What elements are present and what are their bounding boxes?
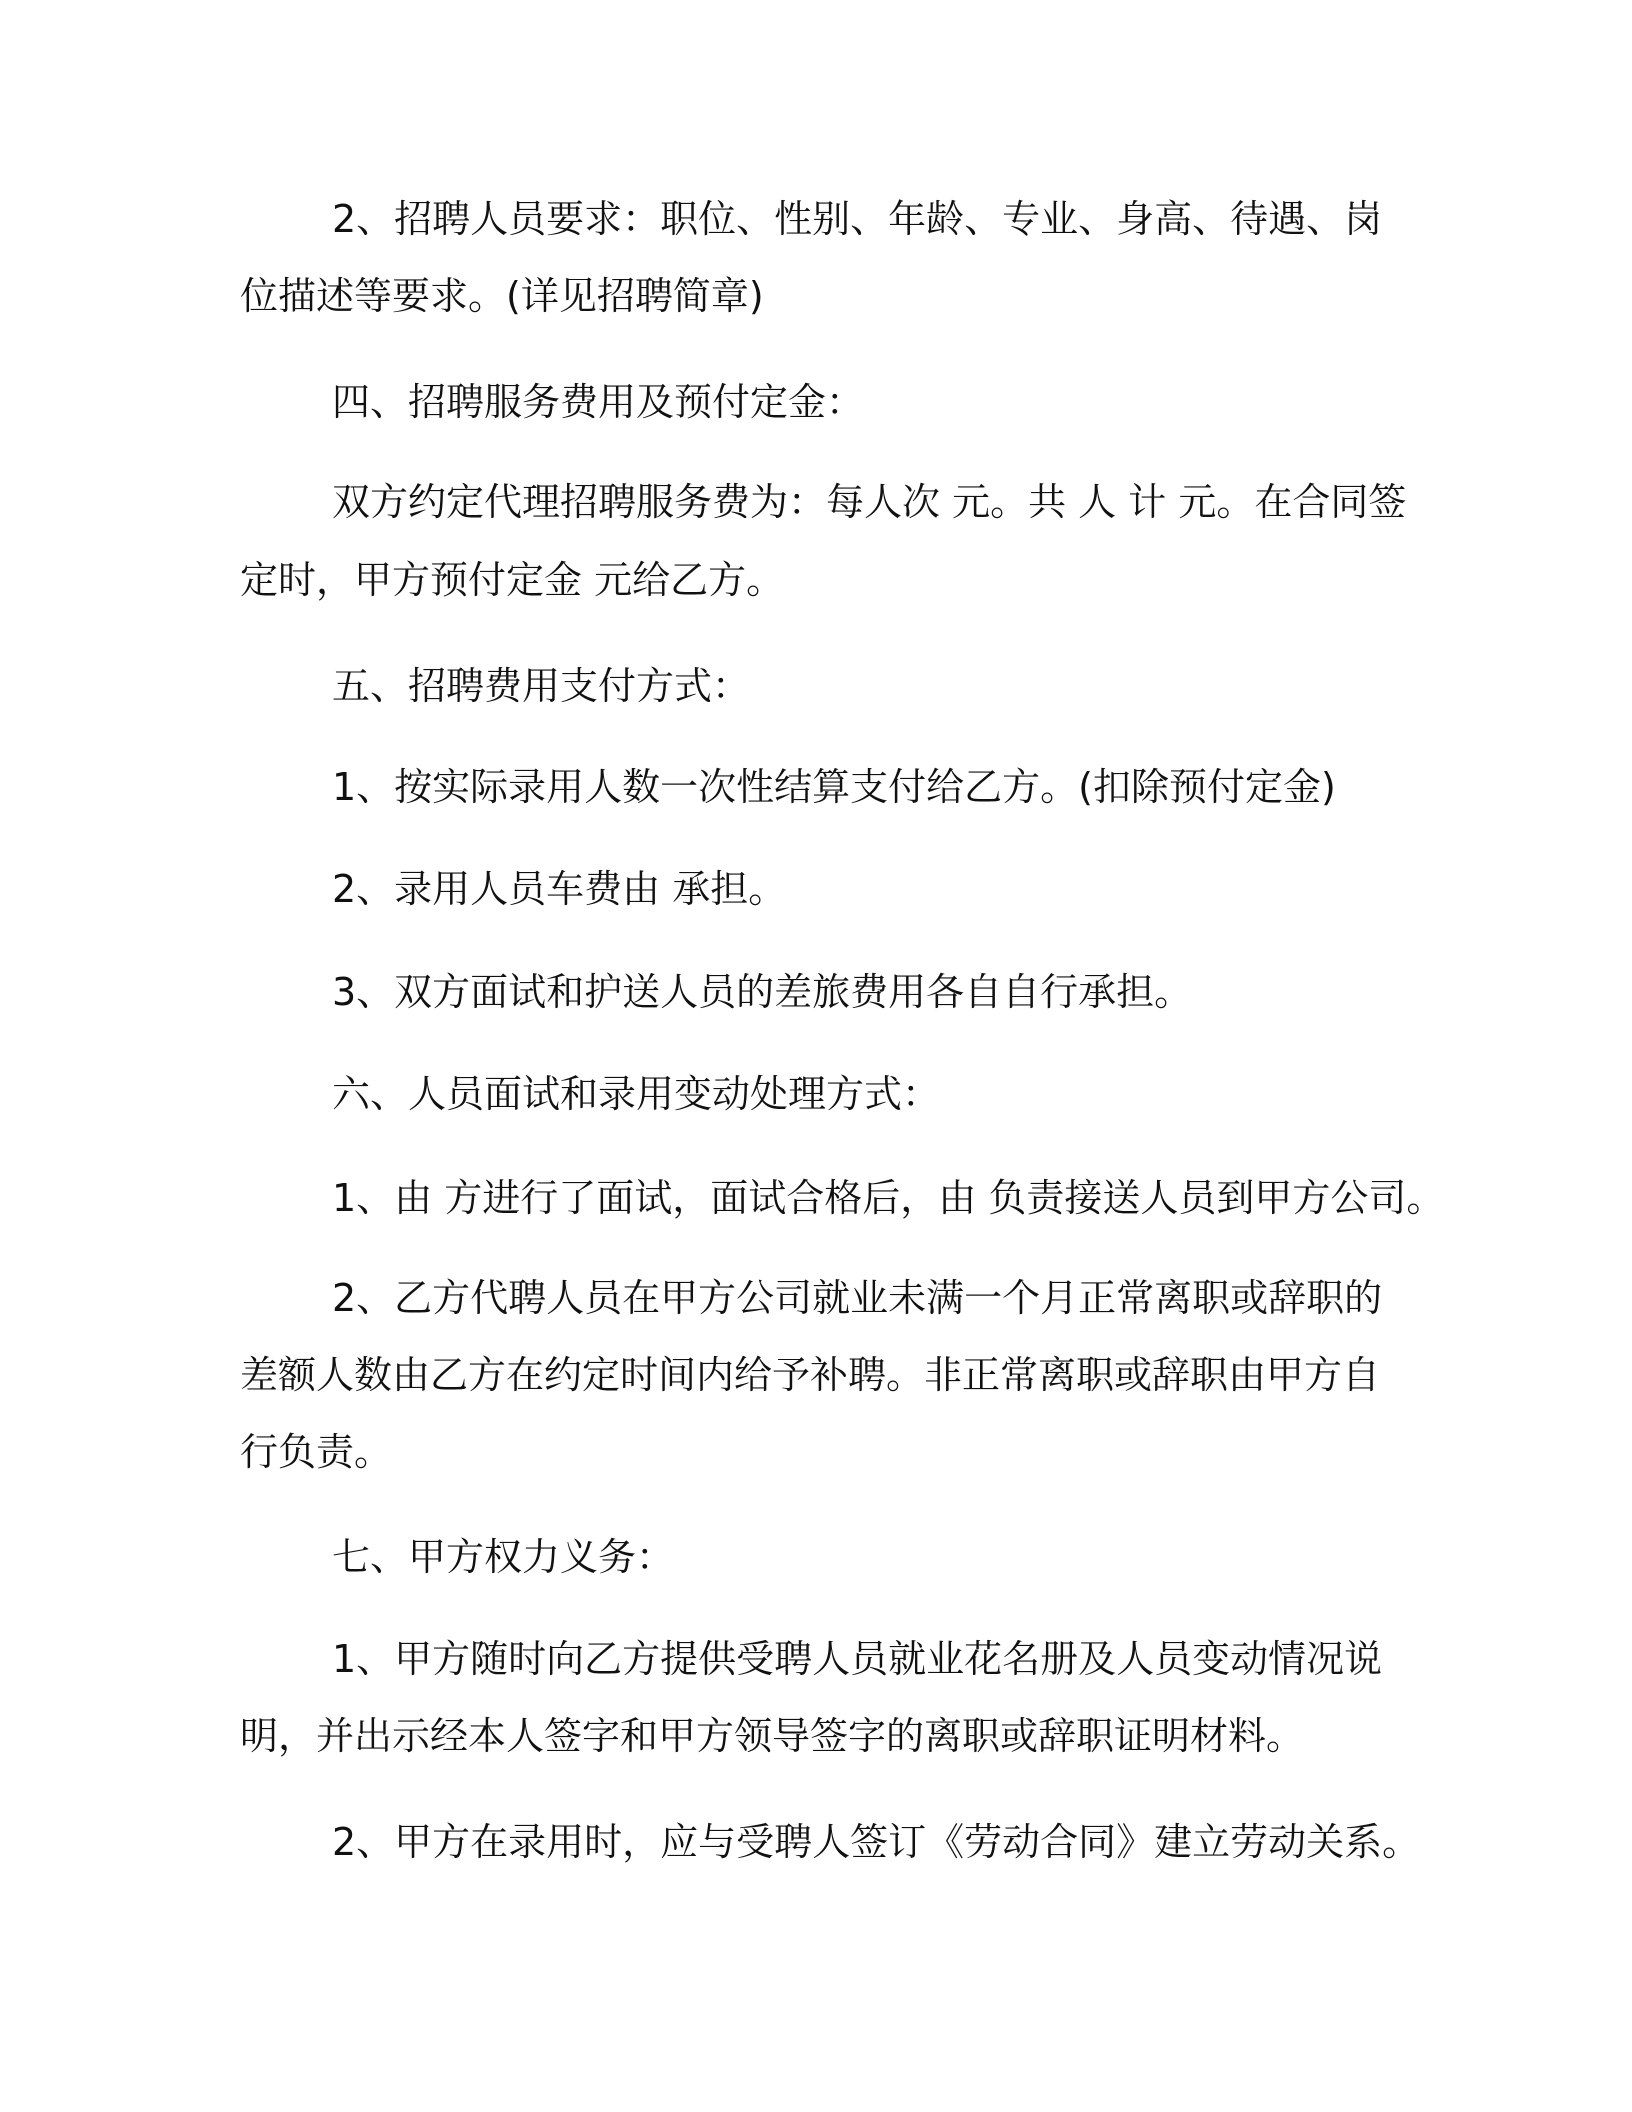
clause-5-3: 3、双方面试和护送人员的差旅费用各自自行承担。 bbox=[332, 970, 1193, 1014]
clause-7-1-line-1: 1、甲方随时向乙方提供受聘人员就业花名册及人员变动情况说 bbox=[332, 1637, 1383, 1681]
clause-6-2-line-1: 2、乙方代聘人员在甲方公司就业未满一个月正常离职或辞职的 bbox=[332, 1276, 1383, 1320]
section-4-heading: 四、招聘服务费用及预付定金： bbox=[332, 380, 865, 424]
clause-7-2: 2、甲方在录用时，应与受聘人签订《劳动合同》建立劳动关系。 bbox=[332, 1820, 1421, 1864]
clause-5-1: 1、按实际录用人数一次性结算支付给乙方。(扣除预付定金) bbox=[332, 765, 1336, 809]
section-5-heading: 五、招聘费用支付方式： bbox=[332, 664, 751, 708]
clause-6-2-line-2: 差额人数由乙方在约定时间内给予补聘。非正常离职或辞职由甲方自 bbox=[240, 1353, 1381, 1397]
clause-6-2-line-3: 行负责。 bbox=[240, 1430, 393, 1474]
clause-4-2-line-2: 位描述等要求。(详见招聘简章) bbox=[240, 274, 764, 318]
section-7-heading: 七、甲方权力义务： bbox=[332, 1535, 675, 1579]
clause-4-2-line-1: 2、招聘人员要求：职位、性别、年龄、专业、身高、待遇、岗 bbox=[332, 197, 1383, 241]
section-4-body-line-1: 双方约定代理招聘服务费为：每人次 元。共 人 计 元。在合同签 bbox=[332, 480, 1407, 524]
clause-5-2: 2、录用人员车费由 承担。 bbox=[332, 867, 787, 911]
section-6-heading: 六、人员面试和录用变动处理方式： bbox=[332, 1072, 941, 1116]
clause-6-1: 1、由 方进行了面试，面试合格后，由 负责接送人员到甲方公司。 bbox=[332, 1176, 1445, 1220]
section-4-body-line-2: 定时，甲方预付定金 元给乙方。 bbox=[240, 558, 785, 602]
clause-7-1-line-2: 明，并出示经本人签字和甲方领导签字的离职或辞职证明材料。 bbox=[240, 1714, 1305, 1758]
